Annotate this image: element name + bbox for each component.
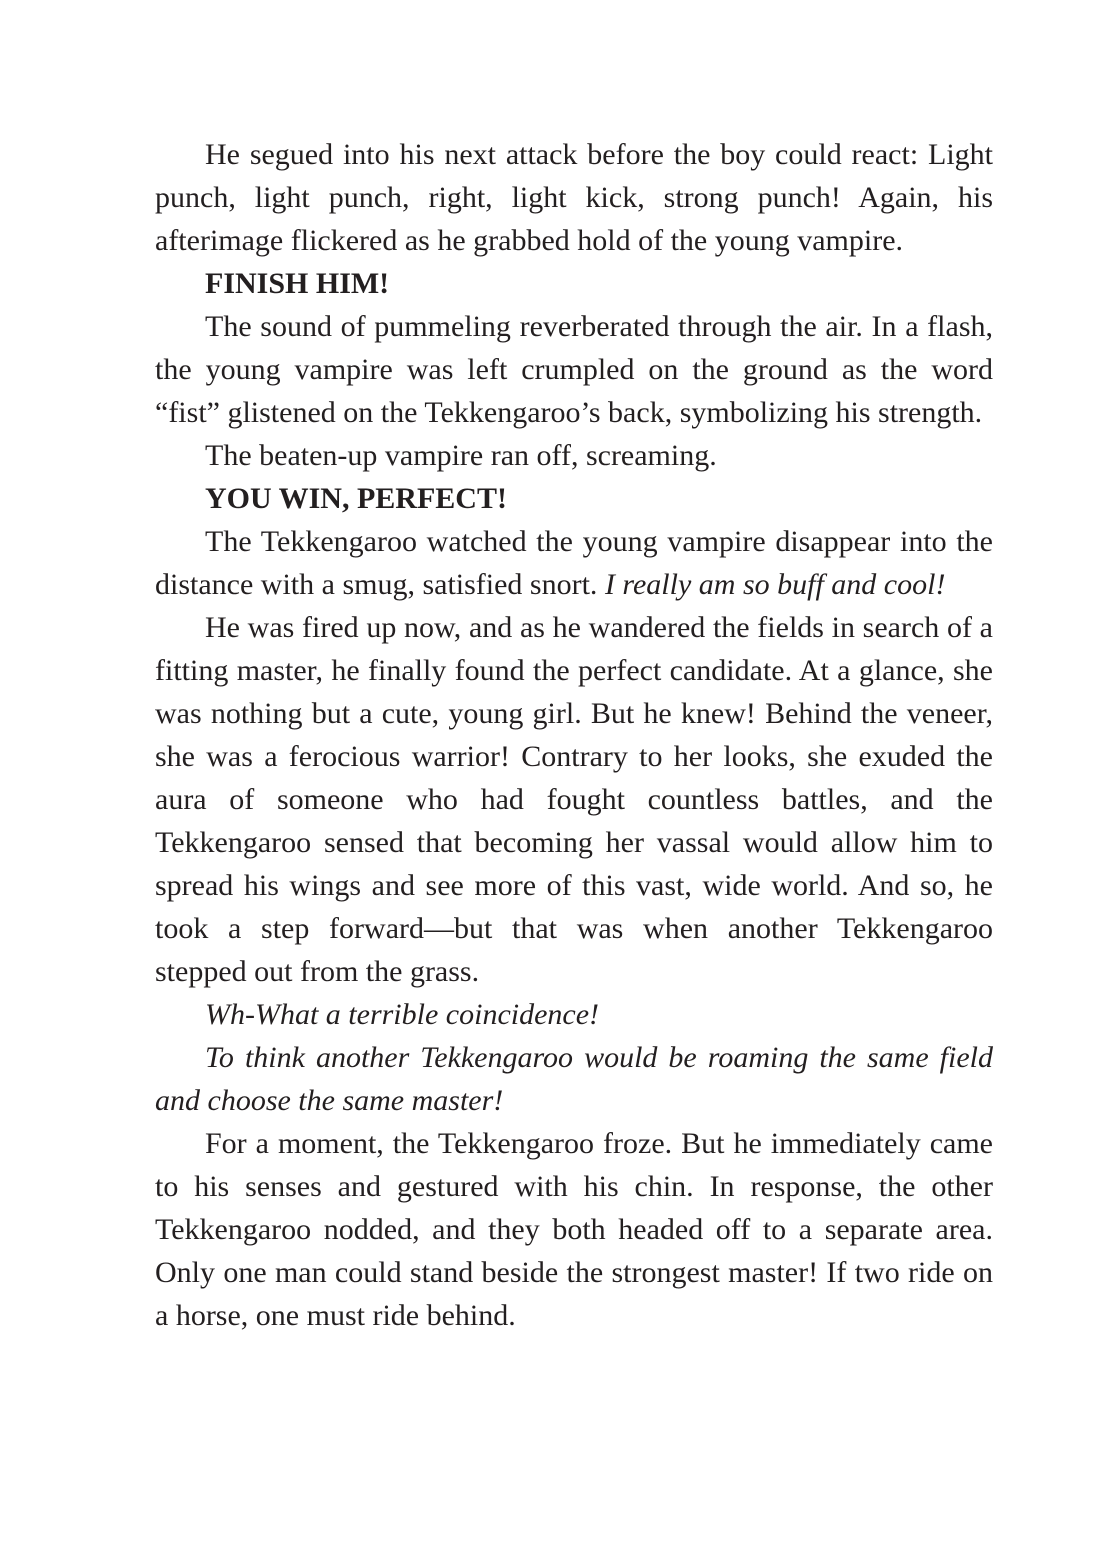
book-page bbox=[155, 133, 993, 1337]
paragraph-pummeling: The sound of pummeling reverberated through the air. In a flash, the young vampire was left crumpled on the ground as the word “fist” glistened on the Tekkengaroo’s back, symbolizing his strength. bbox=[155, 310, 993, 429]
paragraph-coincidence: Wh-What a terrible coincidence! bbox=[205, 998, 600, 1031]
paragraph-vampire-ran: The beaten-up vampire ran off, screaming. bbox=[205, 439, 717, 472]
heading-finish-him: FINISH HIM! bbox=[205, 267, 390, 300]
paragraph-froze: For a moment, the Tekkengaroo froze. But he immediately came to his senses and gestured with his chin. In response, the other Tekkengaroo nodded, and they both headed off to a separate area. Only one man could stand beside the strongest master! If two ride on a horse, one must ride behind. bbox=[155, 1127, 993, 1332]
paragraph-smug-snort bbox=[155, 520, 993, 606]
paragraph-smug-snort-thought: I really am so buff and cool! bbox=[604, 568, 946, 601]
paragraph-same-field: To think another Tekkengaroo would be roaming the same field and choose the same master! bbox=[155, 1041, 993, 1117]
paragraph-smug-snort-text: The Tekkengaroo watched the young vampire disappear into the distance with a smug, satisfied snort. bbox=[155, 525, 993, 601]
heading-you-win: YOU WIN, PERFECT! bbox=[205, 482, 507, 515]
paragraph-attack: He segued into his next attack before the boy could react: Light punch, light punch, right, light kick, strong punch! Again, his afterimage flickered as he grabbed hold of the young vampire. bbox=[155, 138, 993, 257]
paragraph-fired-up: He was fired up now, and as he wandered the fields in search of a fitting master, he finally found the perfect candidate. At a glance, she was nothing but a cute, young girl. But he knew! Behind the veneer, she was a ferocious warrior! Contrary to her looks, she exuded the aura of someone who had fought countless battles, and the Tekkengaroo sensed that becoming her vassal would allow him to spread his wings and see more of this vast, wide world. And so, he took a step forward—but that was when another Tekkengaroo stepped out from the grass. bbox=[155, 611, 993, 988]
